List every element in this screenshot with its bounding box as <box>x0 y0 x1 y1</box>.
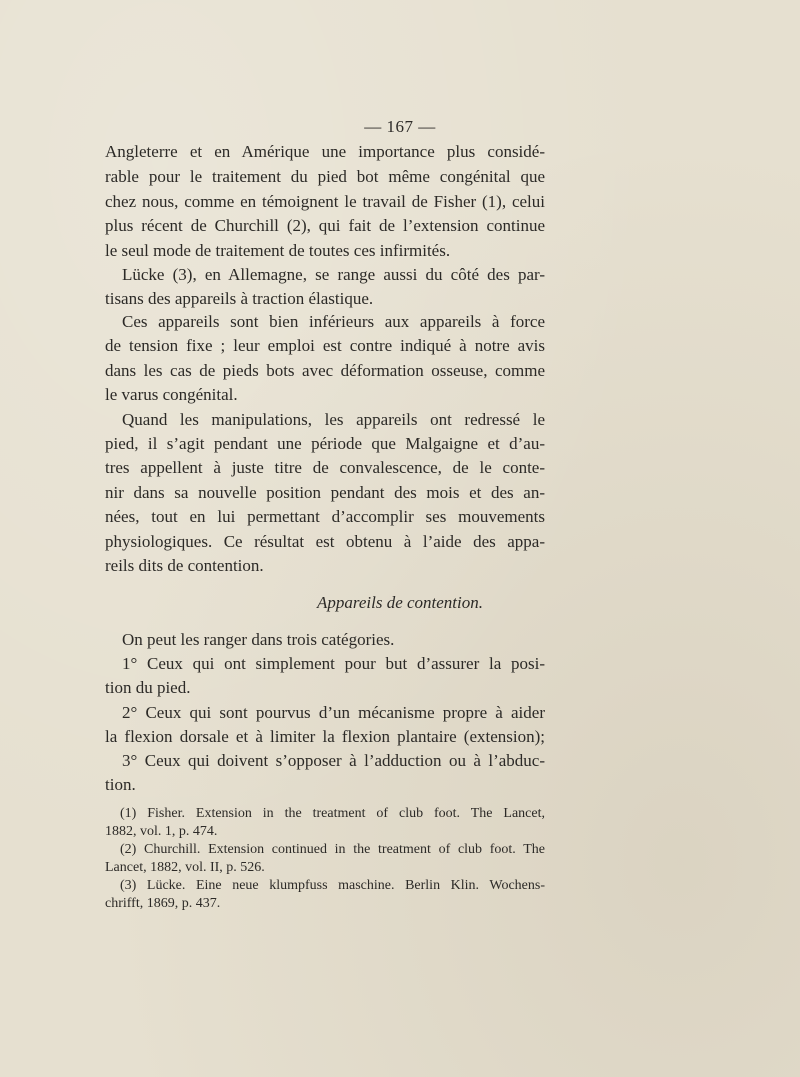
page-number: — 167 — <box>364 117 436 136</box>
body-line: On peut les ranger dans trois catégories. <box>122 630 395 649</box>
body-line: le seul mode de traitement de toutes ces infirmités. <box>105 241 451 260</box>
body-line: nées, tout en lui permettant d’accomplir ses mouvements <box>105 507 545 526</box>
section-heading: Appareils de contention. <box>316 593 484 612</box>
body-line: tion du pied. <box>105 678 191 697</box>
body-line: Quand les manipulations, les appareils ont redressé le <box>122 410 545 429</box>
body-line: physiologiques. Ce résultat est obtenu à l’aide des appa- <box>105 532 545 551</box>
footnote-line: (1) Fisher. Extension in the treatment of club foot. The Lancet, <box>120 806 545 821</box>
body-line: chez nous, comme en témoignent le travail de Fisher (1), celui <box>105 192 545 211</box>
body-line: tres appellent à juste titre de convalescence, de le conte- <box>105 458 545 477</box>
body-line: dans les cas de pieds bots avec déformation osseuse, comme <box>105 361 545 380</box>
footnote-line: (2) Churchill. Extension continued in the treatment of club foot. The <box>120 842 545 857</box>
body-line: reils dits de contention. <box>105 556 264 575</box>
footnote-line: (3) Lücke. Eine neue klumpfuss maschine. Berlin Klin. Wochens- <box>120 878 545 893</box>
body-line: tisans des appareils à traction élastique. <box>105 289 374 308</box>
body-line: nir dans sa nouvelle position pendant des mois et des an- <box>105 483 545 502</box>
body-line: 3° Ceux qui doivent s’opposer à l’adduction ou à l’abduc- <box>122 751 545 770</box>
body-line: la flexion dorsale et à limiter la flexion plantaire (extension); <box>105 727 545 746</box>
footnote-line: 1882, vol. 1, p. 474. <box>105 824 218 839</box>
body-line: Angleterre et en Amérique une importance plus considé- <box>105 142 545 161</box>
footnote-line: Lancet, 1882, vol. II, p. 526. <box>105 860 265 875</box>
body-line: 2° Ceux qui sont pourvus d’un mécanisme propre à aider <box>122 703 545 722</box>
body-line: Ces appareils sont bien inférieurs aux appareils à force <box>122 312 545 331</box>
body-line: le varus congénital. <box>105 385 238 404</box>
body-line: de tension fixe ; leur emploi est contre indiqué à notre avis <box>105 336 545 355</box>
body-line: tion. <box>105 775 136 794</box>
footnote-line: chrifft, 1869, p. 437. <box>105 896 221 911</box>
body-line: pied, il s’agit pendant une période que Malgaigne et d’au- <box>105 434 545 453</box>
body-line: 1° Ceux qui ont simplement pour but d’assurer la posi- <box>122 654 545 673</box>
body-line: Lücke (3), en Allemagne, se range aussi du côté des par- <box>122 265 545 284</box>
body-line: plus récent de Churchill (2), qui fait de l’extension continue <box>105 216 545 235</box>
body-line: rable pour le traitement du pied bot même congénital que <box>105 167 545 186</box>
